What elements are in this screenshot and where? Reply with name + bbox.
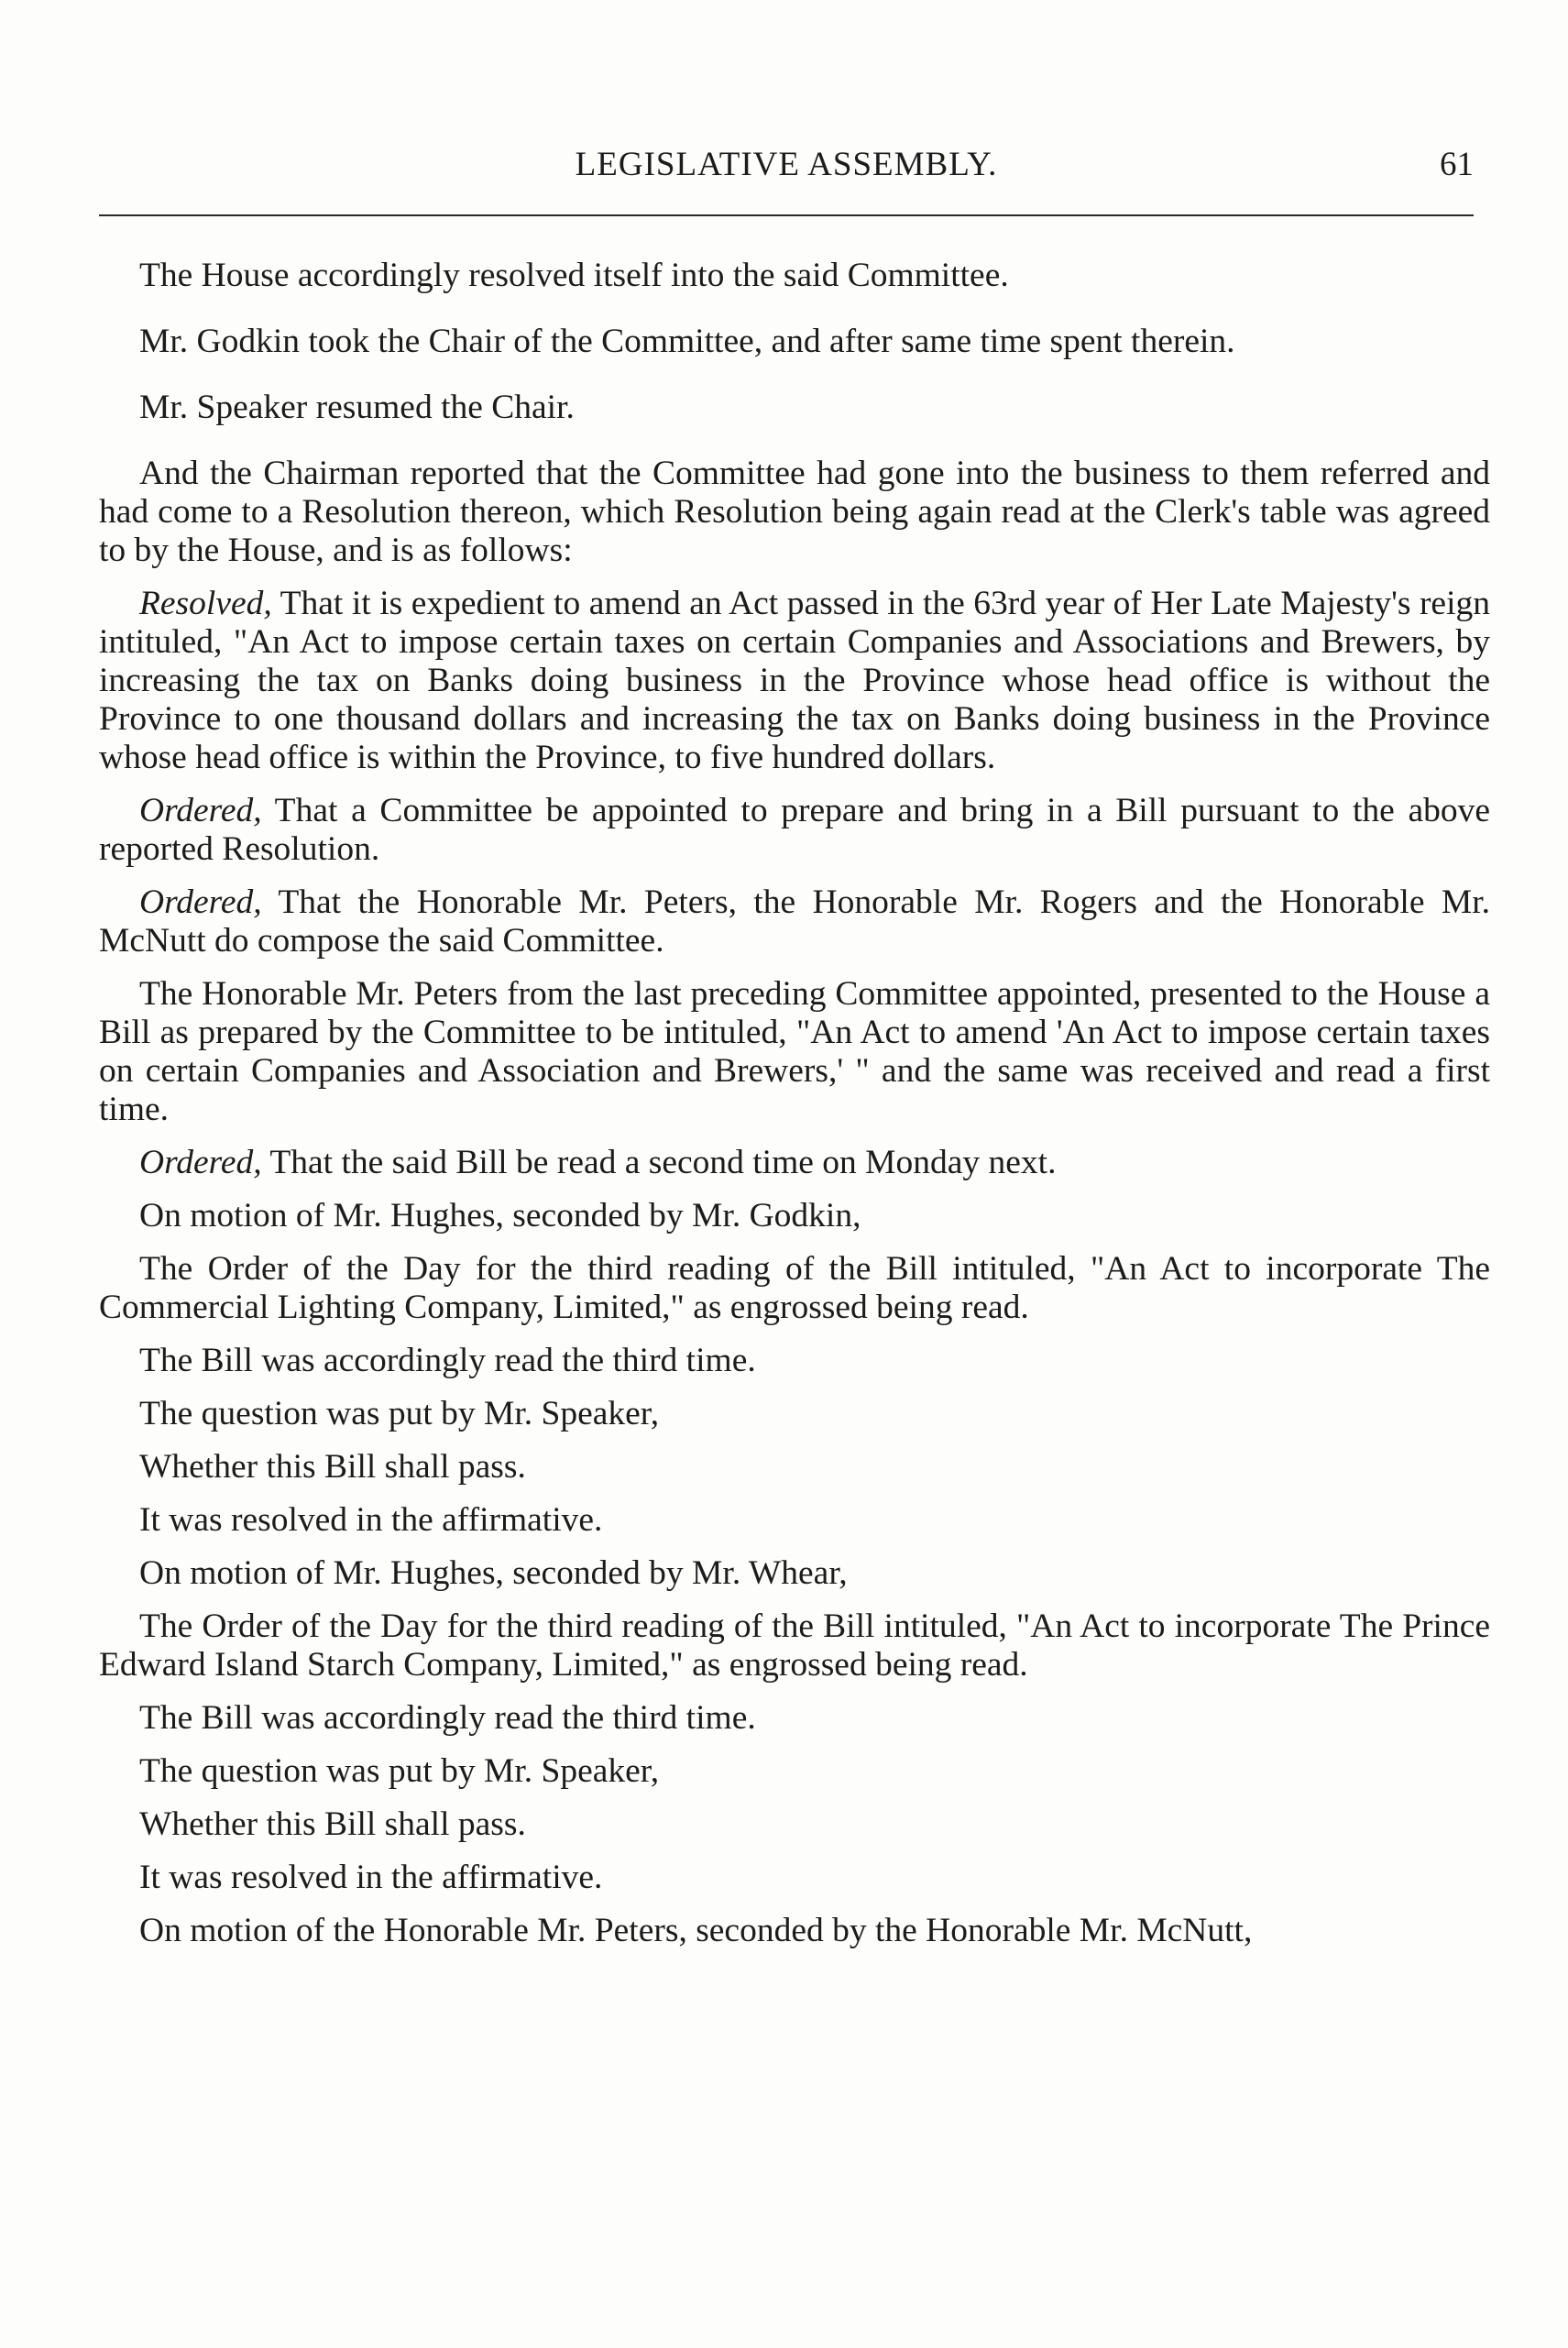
header-rule [99, 214, 1474, 216]
page-header [99, 145, 1474, 200]
paragraph [99, 1144, 1490, 1182]
paragraph [99, 323, 1490, 361]
paragraph [99, 1607, 1490, 1684]
paragraph-text: The Order of the Day for the third reading of the Bill intituled, "An Act to incorporate The Commercial Lighting Company, Limited," as engrossed being read. [99, 1250, 1490, 1326]
page-number: 61 [1440, 146, 1474, 183]
paragraph [99, 883, 1490, 960]
paragraph-text: On motion of the Honorable Mr. Peters, seconded by the Honorable Mr. McNutt, [139, 1912, 1253, 1949]
paragraph [99, 1699, 1490, 1738]
paragraph [99, 792, 1490, 869]
paragraph [99, 257, 1490, 295]
paragraph [99, 585, 1490, 777]
paragraph-text: The Honorable Mr. Peters from the last preceding Committee appointed, presented to the House a Bill as prepared by the Committee to be intituled, "An Act to amend 'An Act to impose certain taxes on certain Companies and Association and Brewers,' " and the same was received and read a first time. [99, 975, 1490, 1128]
body-text [99, 257, 1490, 1950]
paragraph-text: That a Committee be appointed to prepare and bring in a Bill pursuant to the above reported Resolution. [99, 792, 1490, 868]
paragraph-text: The Order of the Day for the third reading of the Bill intituled, "An Act to incorporate The Prince Edward Island Starch Company, Limited," as engrossed being read. [99, 1607, 1490, 1684]
paragraph [99, 1395, 1490, 1433]
paragraph [99, 389, 1490, 427]
paragraph-lead: Resolved, [139, 585, 272, 622]
paragraph-text: It was resolved in the affirmative. [139, 1859, 603, 1896]
paragraph-text: On motion of Mr. Hughes, seconded by Mr. Godkin, [139, 1197, 861, 1234]
paragraph [99, 1554, 1490, 1593]
paragraph [99, 1448, 1490, 1487]
paragraph [99, 1912, 1490, 1950]
paragraph-lead: Ordered, [139, 1144, 262, 1181]
paragraph-text: Whether this Bill shall pass. [139, 1805, 526, 1843]
paragraph-text: That the said Bill be read a second time on Monday next. [261, 1144, 1057, 1181]
paragraph-text: The question was put by Mr. Speaker, [139, 1752, 660, 1790]
paragraph-text: The question was put by Mr. Speaker, [139, 1395, 660, 1432]
running-head: LEGISLATIVE ASSEMBLY. [575, 146, 998, 183]
paragraph-text: That the Honorable Mr. Peters, the Honorable Mr. Rogers and the Honorable Mr. McNutt do compose the said Committee. [99, 883, 1490, 960]
paragraph [99, 975, 1490, 1129]
paragraph-text: The Bill was accordingly read the third time. [139, 1342, 756, 1379]
paragraph-lead: Ordered, [139, 792, 262, 829]
paragraph [99, 1197, 1490, 1235]
paragraph [99, 1501, 1490, 1540]
paragraph-text: That it is expedient to amend an Act passed in the 63rd year of Her Late Majesty's reign intituled, "An Act to impose certain taxes on certain Companies and Associations and Brewers, by increasing the tax on Banks doing business in the Province whose head office is without the Province to one thousand dollars and increasing the tax on Banks doing business in the Province whose head office is within the Province, to five hundred dollars. [99, 585, 1490, 776]
paragraph [99, 1859, 1490, 1897]
paragraph-text: Whether this Bill shall pass. [139, 1448, 526, 1486]
paragraph-text: On motion of Mr. Hughes, seconded by Mr. Whear, [139, 1554, 848, 1592]
paragraph-text: It was resolved in the affirmative. [139, 1501, 603, 1539]
paragraph [99, 1805, 1490, 1844]
paragraph-text: Mr. Godkin took the Chair of the Committee, and after same time spent therein. [139, 323, 1235, 360]
paragraph [99, 1342, 1490, 1380]
paragraph [99, 1250, 1490, 1327]
paragraph-text: The Bill was accordingly read the third time. [139, 1699, 756, 1737]
paragraph [99, 1752, 1490, 1791]
paragraph-text: And the Chairman reported that the Committee had gone into the business to them referred and had come to a Resolution thereon, which Resolution being again read at the Clerk's table was agreed to by the House, and is as follows: [99, 455, 1490, 569]
paragraph-text: The House accordingly resolved itself into the said Committee. [139, 257, 1009, 294]
paragraph-lead: Ordered, [139, 883, 262, 921]
paragraph-text: Mr. Speaker resumed the Chair. [139, 389, 575, 426]
paragraph [99, 455, 1490, 570]
